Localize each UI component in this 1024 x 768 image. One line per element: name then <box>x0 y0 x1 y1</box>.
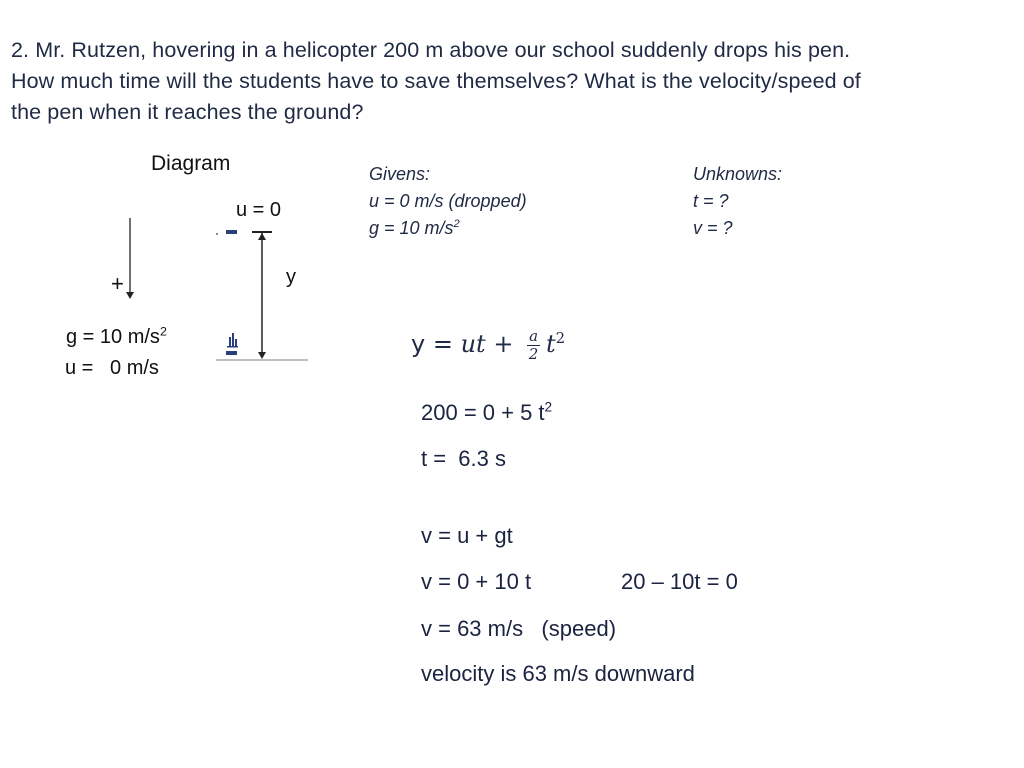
givens-u: u = 0 m/s (dropped) <box>369 191 527 211</box>
bottom-marker <box>226 351 237 355</box>
formula-ut: ut <box>460 330 486 358</box>
top-marker <box>226 230 237 234</box>
formula-denominator: 2 <box>528 345 539 363</box>
pen-glyph-1 <box>229 337 231 346</box>
displacement-arrowhead-bottom <box>258 352 266 359</box>
formula-lhs: y = <box>411 330 461 358</box>
diagram-title: Diagram <box>151 152 231 175</box>
y-label: y <box>286 266 296 288</box>
work-line-6: velocity is 63 m/s downward <box>421 661 695 686</box>
u-top-label: u = 0 <box>236 199 282 221</box>
kinematics-formula <box>411 328 565 363</box>
work-line-4a: v = 0 + 10 t <box>421 569 532 594</box>
u-label: u = 0 m/s <box>65 357 159 379</box>
formula-numerator: a <box>529 327 539 345</box>
givens-title: Givens: <box>369 164 431 184</box>
unknowns-t: t = ? <box>693 191 729 211</box>
work-line-1: 200 = 0 + 5 $t^2$ <box>421 399 553 425</box>
plus-sign: + <box>111 271 124 296</box>
formula-fraction <box>527 328 540 363</box>
unknowns-title: Unknowns: <box>693 164 783 184</box>
work-line-5: v = 63 m/s (speed) <box>421 616 617 641</box>
formula-t: t <box>546 330 556 358</box>
formula-plus: + <box>485 330 522 358</box>
start-dot <box>216 233 218 235</box>
givens-g: g = 10 $m/s^2$ <box>369 218 460 238</box>
work-line-2: t = 6.3 s <box>421 446 506 471</box>
problem-line-1: 2. Mr. Rutzen, hovering in a helicopter 200 m above our school suddenly drops his pen. <box>11 38 851 62</box>
problem-statement <box>11 35 1016 128</box>
formula-exponent: 2 <box>555 329 566 347</box>
work-line-4b: 20 – 10t = 0 <box>621 569 738 594</box>
pen-glyph-base <box>227 346 238 348</box>
unknowns-v: v = ? <box>693 218 733 238</box>
pen-glyph-3 <box>235 339 237 346</box>
givens-block <box>369 161 527 242</box>
work-line-3: v = u + gt <box>421 523 513 548</box>
displacement-arrowhead-top <box>258 233 266 240</box>
unknowns-block <box>693 161 782 242</box>
g-label: g = 10 $m/s^2$ <box>66 324 167 348</box>
positive-direction-arrowhead <box>126 292 134 299</box>
problem-line-3: the pen when it reaches the ground? <box>11 100 364 124</box>
pen-glyph-2 <box>232 333 234 346</box>
problem-line-2: How much time will the students have to save themselves? What is the velocity/speed of <box>11 69 861 93</box>
